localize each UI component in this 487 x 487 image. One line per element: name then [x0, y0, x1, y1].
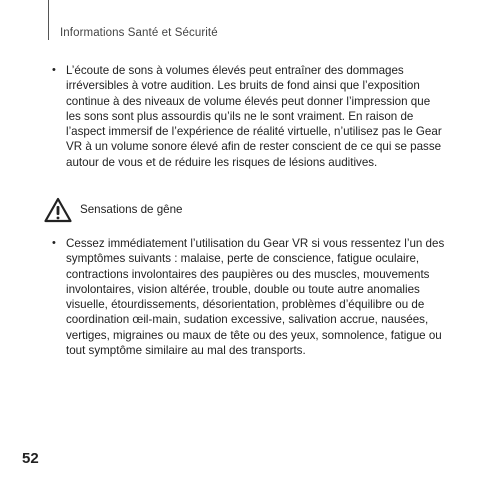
caution-heading: [44, 196, 72, 224]
bullet-paragraph-hearing: [52, 63, 447, 170]
paragraph-text: L’écoute de sons à volumes élevés peut entraîner des dommages irréversibles à votre audition. Les bruits de fond ainsi que l’exposition continue à des niveaux de volume élevés peut donner l’impression que les sons sont plus assourdis qu’ils ne le sont vraiment. En raison de l’aspect immersif de l’expérience de réalité virtuelle, n’utilisez pas le Gear VR à un volume sonore élevé afin de rester conscient de ce qui se passe autour de vous et de réduire les risques de lésions auditives.: [66, 64, 442, 169]
caution-label: Sensations de gêne: [80, 203, 183, 216]
paragraph-text: Cessez immédiatement l’utilisation du Gear VR si vous ressentez l’un des symptômes suivants : malaise, perte de conscience, fatigue oculaire, contractions involontaires des paupières ou des muscles, mouvements involontaires, vision altérée, trouble, double ou toute autre anomalies visuelle, étourdissements, désorientation, problèmes d’équilibre ou de coordination œil-main, sudation excessive, salivation accrue, nausées, vertiges, migraines ou maux de tête ou des yeux, somnolence, fatigue ou tout symptôme similaire au mal des transports.: [66, 237, 445, 358]
page-number: 52: [22, 450, 39, 467]
bullet-marker: •: [52, 237, 56, 249]
bullet-marker: •: [52, 64, 56, 76]
bullet-paragraph-discomfort: [52, 236, 447, 358]
warning-triangle-icon: [44, 197, 72, 223]
header-divider: [48, 0, 49, 40]
section-title: Informations Santé et Sécurité: [60, 27, 218, 39]
